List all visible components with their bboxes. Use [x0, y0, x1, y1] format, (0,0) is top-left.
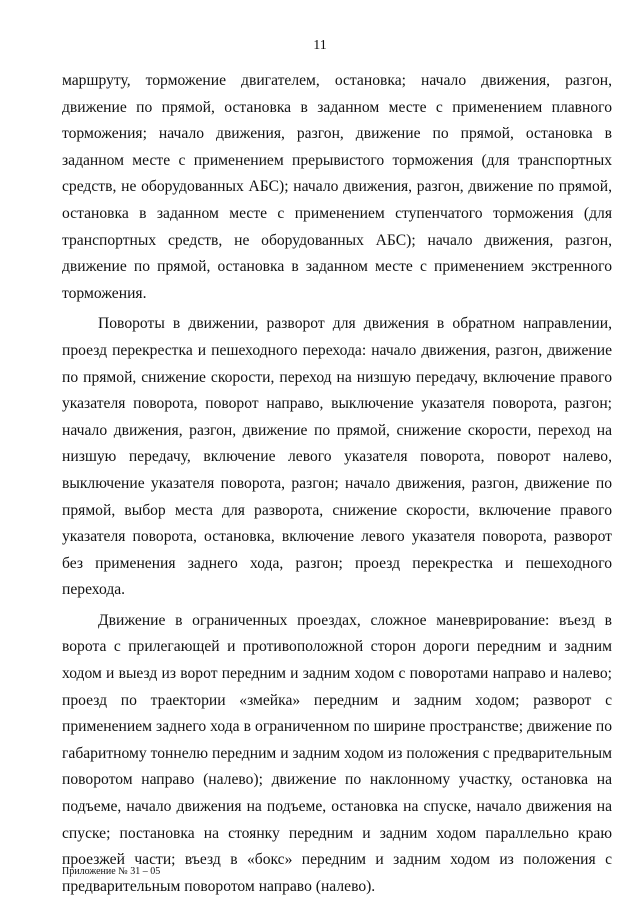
paragraph-maneuvering: Движение в ограниченных проездах, сложное маневрирование: въезд в ворота с прилегающей и противоположной сторон дороги передним и задним ходом и выезд из ворот передним и задним ходом с поворотами направо и налево; проезд по траектории «змейка» передним и задним ходом; разворот с применением заднего хода в ограниченном по ширине пространстве; движение по габаритному тоннелю передним и задним ходом из положения с предварительным поворотом направо (налево); движение по наклонному участку, остановка на подъеме, начало движения на подъеме, остановка на спуске, начало движения на спуске; постановка на стоянку передним и задним ходом параллельно краю проезжей части; въезд в «бокс» передним и задним ходом из положения с предварительным поворотом направо (налево).: [62, 611, 612, 895]
page-footer: Приложение № 31 – 05: [62, 866, 161, 877]
paragraph-continuation: маршруту, торможение двигателем, остановка; начало движения, разгон, движение по прямой, остановка в заданном месте с применением плавного торможения; начало движения, разгон, движение по прямой, остановка в заданном месте с применением прерывистого торможения (для транспортных средств, не оборудованных АБС); начало движения, разгон, движение по прямой, остановка в заданном месте с применением ступенчатого торможения (для транспортных средств, не оборудованных АБС); начало движения, разгон, движение по прямой, остановка в заданном месте с применением экстренного торможения.: [62, 72, 612, 302]
paragraph-turns: Повороты в движении, разворот для движения в обратном направлении, проезд перекрестка и пешеходного перехода: начало движения, разгон, движение по прямой, снижение скорости, переход на низшую передачу, включение правого указателя поворота, поворот направо, выключение указателя поворота, разгон; начало движения, разгон, движение по прямой, снижение скорости, переход на низшую передачу, включение левого указателя поворота, поворот налево, выключение указателя поворота, разгон; начало движения, разгон, движение по прямой, выбор места для разворота, снижение скорости, включение правого указателя поворота, остановка, включение левого указателя поворота, разворот без применения заднего хода, разгон; проезд перекрестка и пешеходного перехода.: [62, 315, 612, 599]
document-body: [62, 68, 612, 904]
page-number: 11: [313, 38, 327, 53]
